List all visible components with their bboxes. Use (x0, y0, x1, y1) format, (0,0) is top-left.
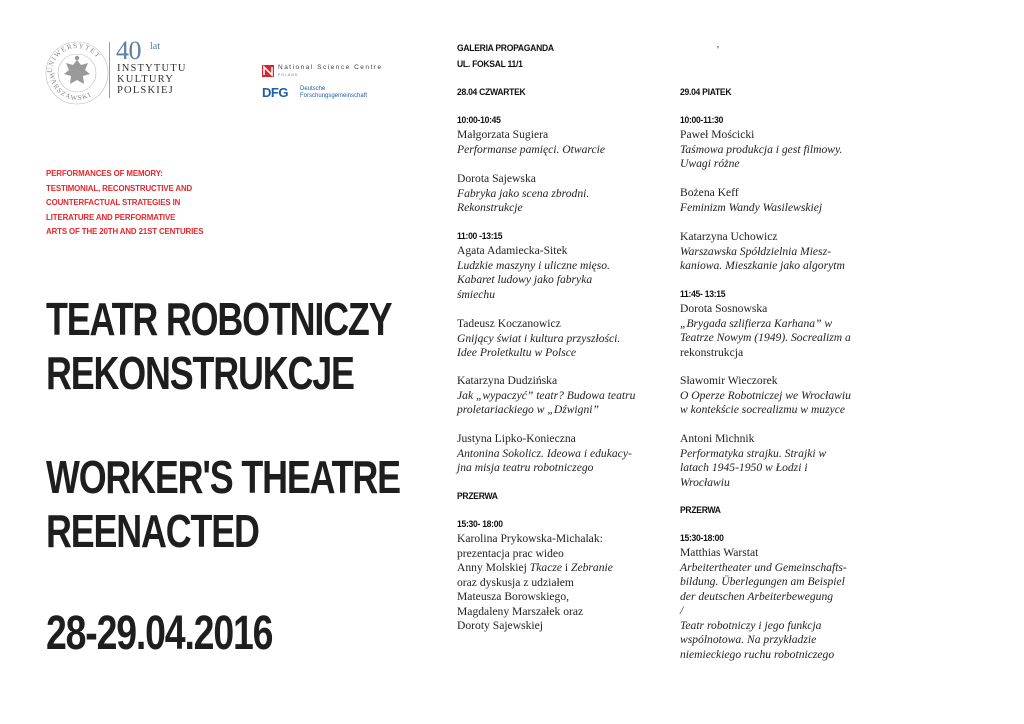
title-pl-line1: TEATR ROBOTNICZY (46, 293, 392, 345)
dfg-logo: DFG (262, 85, 288, 100)
ncn-logo-icon (262, 65, 274, 77)
day1-talk-adamiecka: Agata Adamiecka-Sitek Ludzkie maszyny i uliczne mięso. Kabaret ludowy jako fabryka śmiechu (457, 244, 610, 301)
day1-slot2-time: 11:00 -13:15 (457, 231, 503, 242)
svg-text:UNIWERSYTET: UNIWERSYTET (45, 41, 103, 74)
day1-talk-koczanowicz: Tadeusz Koczanowicz Gnijący świat i kultura przyszłości. Idee Proletkultu w Polsce (457, 317, 621, 359)
day1-header: 28.04 CZWARTEK (457, 87, 526, 98)
university-seal-logo (44, 40, 110, 106)
ncn-country: POLAND (278, 73, 299, 77)
day1-talk-lipko: Justyna Lipko-Konieczna Antonina Sokolicz. Ideowa i edukacy- jna misja teatru robotniczego (457, 432, 632, 474)
title-en-line2: REENACTED (46, 505, 259, 557)
day2-talk-warstat: Matthias Warstat Arbeitertheater und Gemeinschafts- bildung. Überlegungen am Beispiel der deutschen Arbeiterbewegung / Teatr robotniczy i jego funkcja wspólnotowa. Na przykładzie niemieckiego ruchu robotniczego (680, 546, 847, 661)
day2-slot1-time: 10:00-11:30 (680, 115, 724, 126)
day1-slot1-time: 10:00-10:45 (457, 115, 501, 126)
day1-break: PRZERWA (457, 491, 498, 502)
day2-talk-michnik: Antoni Michnik Performatyka strajku. Strajki w latach 1945-1950 w Łodzi i Wrocławiu (680, 432, 827, 489)
day1-talk-sajewska: Dorota Sajewska Fabryka jako scena zbrodni. Rekonstrukcje (457, 172, 590, 214)
day2-slot3-time: 15:30-18:00 (680, 533, 724, 544)
ikp-anniversary-lat: lat (150, 41, 160, 52)
day2-header: 29.04 PIATEK (680, 87, 732, 98)
day2-talk-uchowicz: Katarzyna Uchowicz Warszawska Spółdzielnia Miesz- kaniowa. Mieszkanie jako algorytm (680, 230, 845, 272)
day1-slot3-time: 15:30- 18:00 (457, 519, 503, 530)
title-pl-line2: REKONSTRUKCJE (46, 347, 354, 399)
title-en-line1: WORKER'S THEATRE (46, 451, 400, 503)
logo-divider (109, 42, 110, 98)
day2-talk-keff: Bożena Keff Feminizm Wandy Wasilewskiej (680, 186, 823, 214)
day2-talk-wieczorek: Sławomir Wieczorek O Operze Robotniczej we Wrocławiu w kontekście socrealizmu w muzyce (680, 374, 851, 416)
day1-talk-sugiera: Małgorzata Sugiera Performanse pamięci. Otwarcie (457, 128, 606, 156)
ikp-institute-name: INSTYTUTU KULTURY POLSKIEJ (117, 63, 187, 96)
day2-talk-sosnowska: Dorota Sosnowska „Brygada szlifierza Karhana” w Teatrze Nowym (1949). Socrealizm a rekonstrukcja (680, 302, 851, 359)
dfg-name: Deutsche Forschungsgemeinschaft (300, 86, 368, 99)
day2-break: PRZERWA (680, 505, 721, 516)
day1-talk-dudzinska: Katarzyna Dudzińska Jak „wypaczyć” teatr? Budowa teatru proletariackiego w „Dźwigni” (457, 374, 636, 416)
svg-text:WARSZAWSKI: WARSZAWSKI (47, 72, 94, 103)
stray-mark: ' (717, 44, 719, 56)
event-dates: 28-29.04.2016 (46, 607, 273, 660)
day2-talk-moscicki: Paweł Mościcki Taśmowa produkcja i gest filmowy. Uwagi różne (680, 128, 843, 170)
conference-subtitle: PERFORMANCES OF MEMORY: TESTIMONIAL, RECONSTRUCTIVE AND COUNTERFACTUAL STRATEGIES IN LITERATURE AND PERFORMATIVE ARTS OF THE 20TH AND 21ST CENTURIES (46, 168, 204, 236)
day1-video-presentation: Karolina Prykowska-Michalak: prezentacja prac wideo Anny Molskiej Tkacze i Zebranie oraz dyskusja z udziałem Mateusza Borowskiego, Magdaleny Marszałek oraz Doroty Sajewskiej (457, 532, 613, 632)
ncn-name: National Science Centre (278, 64, 383, 71)
day2-slot2-time: 11:45- 13:15 (680, 289, 726, 300)
venue-address: UL. FOKSAL 11/1 (457, 59, 523, 70)
ikp-anniversary-number: 40 (116, 36, 141, 65)
venue-name: GALERIA PROPAGANDA (457, 43, 554, 54)
